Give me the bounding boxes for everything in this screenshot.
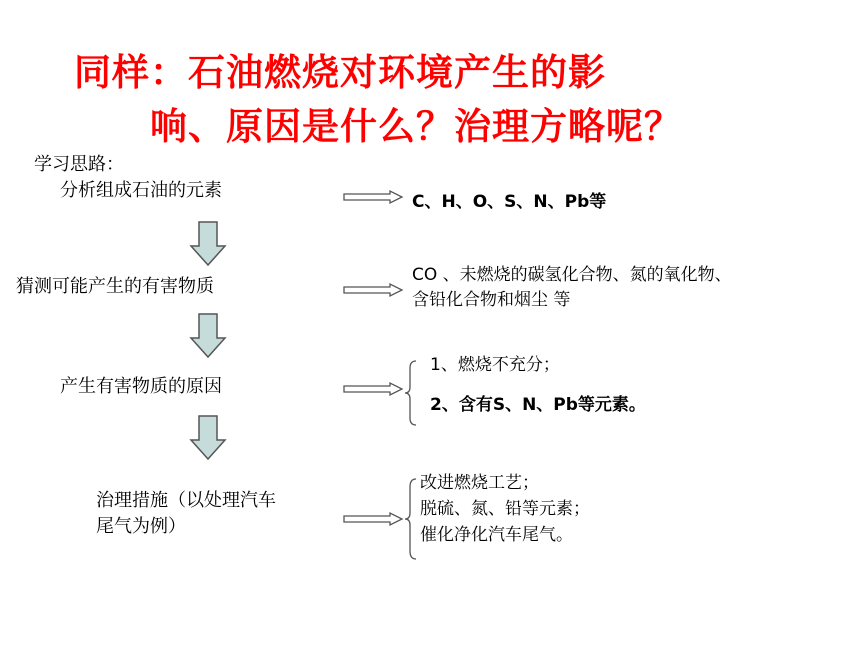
right-arrow-2-icon bbox=[344, 283, 404, 297]
result-treatment-3: 催化净化汽车尾气。 bbox=[420, 525, 573, 545]
result-harmful-line1: CO 、未燃烧的碳氢化合物、氮的氧化物、 bbox=[412, 265, 732, 285]
down-arrow-2-icon bbox=[190, 314, 226, 358]
right-arrow-4-icon bbox=[344, 512, 404, 526]
right-arrow-3-icon bbox=[344, 382, 404, 396]
slide-title-line2: 响、原因是什么？治理方略呢？ bbox=[150, 105, 682, 148]
result-elements: C、H、O、S、N、Pb等 bbox=[412, 192, 607, 212]
result-cause-2: 2、含有S、N、Pb等元素。 bbox=[430, 395, 646, 415]
result-harmful-line2: 含铅化合物和烟尘 等 bbox=[412, 290, 571, 310]
intro-label: 学习思路： bbox=[34, 154, 124, 175]
step-treatment-line2: 尾气为例） bbox=[96, 516, 186, 537]
down-arrow-1-icon bbox=[190, 222, 226, 266]
result-treatment-2: 脱硫、氮、铅等元素； bbox=[420, 499, 590, 519]
brace-3-icon bbox=[404, 360, 418, 426]
step-treatment-line1: 治理措施（以处理汽车 bbox=[96, 490, 276, 511]
slide-title-line1: 同样：石油燃烧对环境产生的影 bbox=[74, 51, 606, 94]
result-treatment-1: 改进燃烧工艺； bbox=[420, 473, 539, 493]
down-arrow-3-icon bbox=[190, 416, 226, 460]
step-guess-harmful: 猜测可能产生的有害物质 bbox=[16, 276, 214, 297]
result-cause-1: 1、燃烧不充分； bbox=[430, 355, 560, 375]
right-arrow-1-icon bbox=[344, 190, 404, 204]
step-causes: 产生有害物质的原因 bbox=[60, 376, 222, 397]
brace-4-icon bbox=[404, 478, 418, 560]
step-analyze-elements: 分析组成石油的元素 bbox=[60, 180, 222, 201]
